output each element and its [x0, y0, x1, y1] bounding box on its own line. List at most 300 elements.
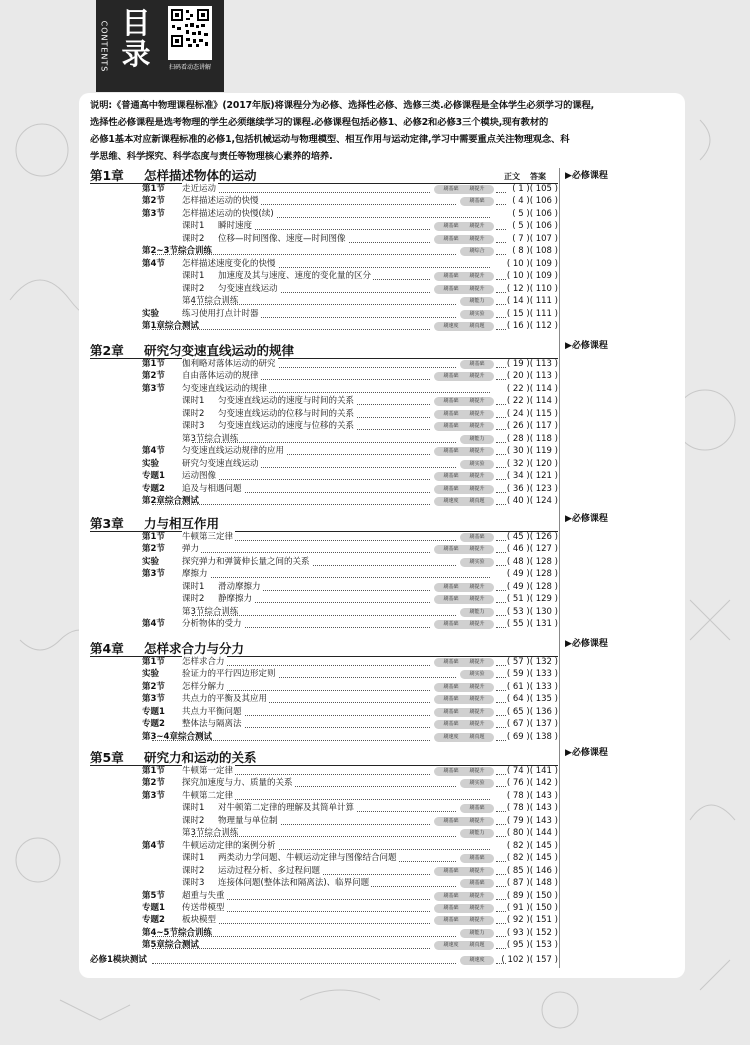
- page-da: 151: [535, 915, 552, 926]
- page-da: 120: [535, 458, 552, 469]
- practice-tag: 刷基础: [434, 892, 468, 901]
- page-zw: 22: [512, 383, 524, 394]
- page-numbers: ( 93 )( 152 ): [506, 927, 558, 938]
- entry-title: 研究匀变速直线运动: [182, 458, 259, 469]
- page-da: 109: [535, 271, 552, 282]
- entry-number: 第4节: [142, 840, 165, 851]
- entry-number: 课时1: [182, 396, 205, 407]
- page-zw: 26: [512, 421, 524, 432]
- practice-tag: 刷基础: [434, 708, 468, 717]
- page-zw: 10: [512, 271, 524, 282]
- page-zw: 92: [512, 915, 524, 926]
- entry-number: 课时2: [182, 594, 205, 605]
- page-numbers: ( 53 )( 130 ): [506, 606, 558, 617]
- practice-tag: 刷基础: [434, 695, 468, 704]
- practice-tag: 刷能力: [460, 829, 494, 838]
- entry-number: 第3节综合训练: [182, 606, 239, 617]
- practice-tag: 刷基础: [434, 397, 468, 406]
- chapter-number: 第1章: [90, 168, 124, 183]
- entry-title: 超重与失重: [182, 890, 225, 901]
- entry-title: 匀变速直线运动: [218, 283, 278, 294]
- page-numbers: ( 46 )( 127 ): [506, 544, 558, 555]
- practice-tag: 刷基础: [434, 235, 468, 244]
- toc-entry[interactable]: [90, 233, 558, 246]
- toc-entry[interactable]: [90, 581, 558, 594]
- practice-tag: 刷提升: [460, 892, 494, 901]
- practice-tag: 刷实验: [460, 310, 494, 319]
- entry-title: 牛顿运动定律的案例分析: [182, 840, 276, 851]
- page-zw: 28: [512, 433, 524, 444]
- practice-tag: 刷提升: [460, 916, 494, 925]
- page-zw: 46: [512, 544, 524, 555]
- page-zw: 69: [512, 731, 524, 742]
- toc-entry[interactable]: [90, 865, 558, 878]
- page-da: 143: [535, 790, 552, 801]
- practice-tag: 刷能力: [460, 929, 494, 938]
- toc-entry[interactable]: [90, 183, 558, 196]
- page-numbers: ( 45 )( 126 ): [506, 532, 558, 542]
- practice-tag: 刷能力: [460, 297, 494, 306]
- toc-entry[interactable]: [90, 914, 558, 927]
- entry-title: 探究弹力和弹簧伸长量之间的关系: [182, 556, 310, 567]
- page-da: 115: [535, 408, 552, 419]
- page-zw: 20: [512, 371, 524, 382]
- entry-title: 怎样分解力: [182, 681, 225, 692]
- page-numbers: ( 12 )( 110 ): [506, 283, 558, 294]
- entry-number: 第4节综合训练: [182, 296, 239, 307]
- leader-dots: [152, 963, 456, 964]
- page-zw: 89: [512, 890, 524, 901]
- toc-entry[interactable]: [90, 470, 558, 483]
- page-da: 129: [535, 594, 552, 605]
- page-title: 目录: [121, 6, 151, 71]
- toc-entry[interactable]: [90, 408, 558, 421]
- page-numbers: ( 20 )( 113 ): [506, 371, 558, 382]
- toc-entry[interactable]: [90, 270, 558, 283]
- page-numbers: ( 80 )( 144 ): [506, 828, 558, 839]
- intro-line: 说明:《普通高中物理课程标准》(2017年版)将课程分为必修、选择性必修、选修三类.必修课程是全体学生必须学习的课程,: [90, 100, 595, 111]
- entry-number: 实验: [142, 308, 160, 319]
- practice-tag: 刷基础: [434, 767, 468, 776]
- page-zw: 34: [512, 471, 524, 482]
- page-da: 121: [535, 471, 552, 482]
- page-numbers: ( 78 )( 143 ): [506, 790, 558, 801]
- toc-entry[interactable]: [90, 852, 558, 865]
- toc-entry[interactable]: [90, 927, 558, 940]
- toc-entry[interactable]: [90, 568, 558, 581]
- page-zw: 67: [512, 719, 524, 730]
- entry-number: 课时3: [182, 878, 205, 889]
- page-zw: 1: [518, 184, 524, 194]
- entry-number: 课时2: [182, 283, 205, 294]
- page-zw: 82: [512, 853, 524, 864]
- entry-title: 物理量与单位制: [218, 815, 278, 826]
- page-da: 128: [535, 569, 552, 580]
- intro-line: 选择性必修课程是选考物理的学生必须继续学习的课程.必修课程包括必修1、必修2和必修3三个模块,现有教材的: [90, 117, 549, 128]
- practice-tag: 刷基础: [434, 447, 468, 456]
- toc-entry[interactable]: [90, 718, 558, 731]
- toc-entry[interactable]: [90, 220, 558, 233]
- page-numbers: ( 85 )( 146 ): [506, 865, 558, 876]
- toc-entry[interactable]: [90, 543, 558, 556]
- page-numbers: ( 79 )( 143 ): [506, 815, 558, 826]
- entry-number: 第2节: [142, 778, 165, 789]
- page-da: 152: [535, 927, 552, 938]
- practice-tag: 刷基础: [434, 272, 468, 281]
- page-da: 106: [535, 208, 552, 219]
- entry-number: 课时1: [182, 221, 205, 232]
- practice-tag: 刷基础: [434, 222, 468, 231]
- entry-number: 课时1: [182, 803, 205, 814]
- page-numbers: ( 95 )( 153 ): [506, 940, 558, 951]
- toc-entry[interactable]: [90, 877, 558, 890]
- practice-tag: 刷真题: [460, 733, 494, 742]
- page-da: 150: [535, 902, 552, 913]
- entry-number: 第1节: [142, 359, 165, 369]
- toc-entry[interactable]: [90, 458, 558, 471]
- entry-title: 练习使用打点计时器: [182, 308, 259, 319]
- entry-number: 课时1: [182, 581, 205, 592]
- entry-title: 牛顿第三定律: [182, 532, 234, 542]
- page-numbers: ( 5 )( 106 ): [512, 221, 558, 232]
- toc-entry[interactable]: [90, 902, 558, 915]
- leader-dots: [184, 479, 430, 480]
- page-da: 105: [535, 184, 552, 194]
- page-zw: 32: [512, 458, 524, 469]
- entry-number: 课时2: [182, 865, 205, 876]
- side-label-required: ▶必修课程: [565, 639, 608, 649]
- practice-tag: 刷提升: [460, 583, 494, 592]
- entry-number: 第3节: [142, 383, 165, 394]
- page-numbers: ( 40 )( 124 ): [506, 495, 558, 506]
- practice-tag: 刷速度: [460, 956, 494, 965]
- toc-entry[interactable]: [90, 195, 558, 208]
- intro-line: 学思维、科学探究、科学态度与责任等物理核心素养的培养.: [90, 151, 333, 162]
- entry-title: 对牛顿第二定律的理解及其简单计算: [218, 803, 355, 814]
- practice-tag: 刷提升: [460, 272, 494, 281]
- entry-number: 第4~5节综合训练: [142, 927, 212, 938]
- chapter-title: 怎样描述物体的运动: [144, 168, 257, 183]
- page-numbers: ( 91 )( 150 ): [506, 902, 558, 913]
- page-numbers: ( 82 )( 145 ): [506, 853, 558, 864]
- page-da: 108: [535, 246, 552, 257]
- entry-number: 实验: [142, 669, 160, 680]
- page-da: 145: [535, 853, 552, 864]
- page-numbers: ( 48 )( 128 ): [506, 556, 558, 567]
- toc-entry[interactable]: [90, 245, 558, 258]
- practice-tag: 刷提升: [460, 285, 494, 294]
- page-numbers: ( 78 )( 143 ): [506, 803, 558, 814]
- entry-number: 第2节: [142, 681, 165, 692]
- entry-title: 瞬时速度: [218, 221, 253, 232]
- toc-entry[interactable]: [90, 606, 558, 619]
- toc-entry[interactable]: [90, 802, 558, 815]
- toc-entry[interactable]: [90, 668, 558, 681]
- practice-tag: 刷速度: [434, 497, 468, 506]
- page-da: 118: [535, 433, 552, 444]
- page-numbers: ( 4 )( 106 ): [512, 196, 558, 207]
- entry-number: 课时1: [182, 271, 205, 282]
- practice-tag: 刷基础: [460, 854, 494, 863]
- entry-number: 第1节: [142, 532, 165, 542]
- page-da: 113: [535, 359, 552, 369]
- page-numbers: ( 26 )( 117 ): [506, 421, 558, 432]
- practice-tag: 刷实验: [460, 460, 494, 469]
- entry-title: 传送带模型: [182, 902, 225, 913]
- toc-entry[interactable]: [90, 954, 558, 967]
- entry-number: 第5章综合测试: [142, 940, 199, 951]
- leader-dots: [184, 577, 490, 578]
- toc-entry[interactable]: [90, 308, 558, 321]
- entry-title: 匀变速直线运动的规律: [182, 383, 268, 394]
- chapter-title: 怎样求合力与分力: [144, 641, 245, 656]
- page-numbers: ( 87 )( 148 ): [506, 878, 558, 889]
- entry-number: 第1章综合测试: [142, 320, 199, 331]
- entry-number: 课时2: [182, 233, 205, 244]
- intro-note: [90, 97, 680, 165]
- entry-number: 专题1: [142, 471, 165, 482]
- page-da: 128: [535, 556, 552, 567]
- toc-entry[interactable]: [90, 433, 558, 446]
- page-numbers: ( 76 )( 142 ): [506, 778, 558, 789]
- toc-entry[interactable]: [90, 840, 558, 853]
- page-numbers: ( 10 )( 109 ): [506, 258, 558, 269]
- intro-line: 必修1基本对应新课程标准的必修1,包括机械运动与物理模型、相互作用与运动定律,学习中需要重点关注物理观念、科: [90, 134, 570, 145]
- page-numbers: ( 15 )( 111 ): [506, 308, 558, 319]
- toc-entry[interactable]: [90, 370, 558, 383]
- practice-tag: 刷基础: [434, 867, 468, 876]
- chapter-title: 研究匀变速直线运动的规律: [144, 343, 295, 358]
- page-da: 133: [535, 669, 552, 680]
- entry-title: 匀变速直线运动的位移与时间的关系: [218, 408, 355, 419]
- practice-tag: 刷基础: [460, 804, 494, 813]
- practice-tag: 刷提升: [460, 235, 494, 244]
- toc-entry[interactable]: [90, 777, 558, 790]
- toc-entry[interactable]: [90, 295, 558, 308]
- entry-number: 第1节: [142, 184, 165, 194]
- chapter-number: 第3章: [90, 516, 124, 531]
- page-numbers: ( 30 )( 119 ): [506, 446, 558, 457]
- toc-entry[interactable]: [90, 827, 558, 840]
- entry-title: 匀变速直线运动的速度与位移的关系: [218, 421, 355, 432]
- page-numbers: ( 67 )( 137 ): [506, 719, 558, 730]
- page-numbers: ( 22 )( 114 ): [506, 383, 558, 394]
- page-zw: 59: [512, 669, 524, 680]
- page-numbers: ( 59 )( 133 ): [506, 669, 558, 680]
- practice-tag: 刷基础: [434, 472, 468, 481]
- practice-tag: 刷速度: [434, 322, 468, 331]
- entry-title: 追及与相遇问题: [182, 483, 242, 494]
- toc-entry[interactable]: [90, 420, 558, 433]
- chapter-title: 力与相互作用: [144, 516, 220, 531]
- page-da: 144: [535, 828, 552, 839]
- entry-number: 第2节: [142, 544, 165, 555]
- toc-entry[interactable]: [90, 395, 558, 408]
- page-da: 143: [535, 803, 552, 814]
- page-zw: 19: [512, 359, 524, 369]
- entry-number: 专题2: [142, 483, 165, 494]
- toc-entry[interactable]: [90, 483, 558, 496]
- toc-entry[interactable]: [90, 656, 558, 669]
- qr-code-icon[interactable]: [168, 6, 212, 60]
- page-numbers: ( 8 )( 108 ): [512, 246, 558, 257]
- practice-tag: 刷基础: [434, 485, 468, 494]
- entry-number: 第3节: [142, 694, 165, 705]
- practice-tag: 刷基础: [434, 285, 468, 294]
- toc-entry[interactable]: [90, 790, 558, 803]
- entry-number: 第3节: [142, 208, 165, 219]
- practice-tag: 刷基础: [434, 620, 468, 629]
- toc-entry[interactable]: [90, 693, 558, 706]
- practice-tag: 刷实验: [460, 779, 494, 788]
- toc-entry[interactable]: [90, 890, 558, 903]
- page-da: 106: [535, 196, 552, 207]
- page-da: 137: [535, 719, 552, 730]
- toc-entry[interactable]: [90, 258, 558, 271]
- entry-number: 第3节: [142, 790, 165, 801]
- page-numbers: ( 7 )( 107 ): [512, 233, 558, 244]
- entry-number: 第4节: [142, 258, 165, 269]
- practice-tag: 刷速度: [434, 733, 468, 742]
- toc-entry[interactable]: [90, 531, 558, 544]
- page-da: 132: [535, 657, 552, 667]
- entry-title: 牛顿第一定律: [182, 766, 234, 776]
- side-label-required: ▶必修课程: [565, 171, 608, 181]
- toc-entry[interactable]: [90, 706, 558, 719]
- side-label-required: ▶必修课程: [565, 341, 608, 351]
- practice-tag: 刷提升: [460, 708, 494, 717]
- practice-tag: 刷基础: [434, 720, 468, 729]
- page-numbers: ( 69 )( 138 ): [506, 731, 558, 742]
- practice-tag: 刷基础: [460, 197, 494, 206]
- page-zw: 74: [512, 766, 524, 776]
- page-da: 143: [535, 815, 552, 826]
- chapter-heading: [90, 166, 558, 184]
- toc-entry[interactable]: [90, 939, 558, 952]
- contents-header: [96, 0, 224, 92]
- page-da: 142: [535, 778, 552, 789]
- toc-entry[interactable]: [90, 208, 558, 221]
- toc-entry[interactable]: [90, 445, 558, 458]
- entry-number: 专题2: [142, 915, 165, 926]
- entry-title: 滑动摩擦力: [218, 581, 261, 592]
- toc-entry[interactable]: [90, 815, 558, 828]
- page-numbers: ( 22 )( 114 ): [506, 396, 558, 407]
- practice-tag: 刷基础: [434, 583, 468, 592]
- page-da: 150: [535, 890, 552, 901]
- entry-title: 连接体问题(整体法和隔离法)、临界问题: [218, 878, 370, 889]
- page-zw: 78: [512, 803, 524, 814]
- entry-number: 第3~4章综合测试: [142, 731, 212, 742]
- page-zw: 76: [512, 778, 524, 789]
- entry-number: 第2节: [142, 196, 165, 207]
- page-da: 135: [535, 694, 552, 705]
- page-da: 148: [535, 878, 552, 889]
- entry-title: 怎样描述速度变化的快慢: [182, 258, 276, 269]
- page-numbers: ( 64 )( 135 ): [506, 694, 558, 705]
- entry-title: 板块模型: [182, 915, 217, 926]
- entry-title: 静摩擦力: [218, 594, 253, 605]
- page-zw: 65: [512, 706, 524, 717]
- entry-title: 探究加速度与力、质量的关系: [182, 778, 293, 789]
- page-da: 127: [535, 544, 552, 555]
- toc-entry[interactable]: [90, 556, 558, 569]
- page-da: 113: [535, 371, 552, 382]
- page-zw: 24: [512, 408, 524, 419]
- page-da: 146: [535, 865, 552, 876]
- entry-number: 专题1: [142, 902, 165, 913]
- column-header-zw: 正文: [504, 172, 520, 181]
- toc-entry[interactable]: [90, 731, 558, 744]
- practice-tag: 刷基础: [434, 916, 468, 925]
- page-zw: 80: [512, 828, 524, 839]
- page-zw: 87: [512, 878, 524, 889]
- entry-title: 牛顿第二定律: [182, 790, 234, 801]
- page-zw: 45: [512, 532, 524, 542]
- entry-number: 课时2: [182, 408, 205, 419]
- practice-tag: 刷基础: [434, 595, 468, 604]
- toc-entry[interactable]: [90, 383, 558, 396]
- practice-tag: 刷提升: [460, 683, 494, 692]
- page-numbers: ( 92 )( 151 ): [506, 915, 558, 926]
- page-zw: 36: [512, 483, 524, 494]
- practice-tag: 刷提升: [460, 397, 494, 406]
- toc-entry[interactable]: [90, 358, 558, 371]
- toc-entry[interactable]: [90, 593, 558, 606]
- page-zw: 57: [512, 657, 524, 667]
- page-da: 109: [535, 258, 552, 269]
- toc-entry[interactable]: [90, 283, 558, 296]
- practice-tag: 刷提升: [460, 620, 494, 629]
- page-da: 126: [535, 532, 552, 542]
- practice-tag: 刷提升: [460, 767, 494, 776]
- practice-tag: 刷基础: [434, 185, 468, 194]
- toc-entry[interactable]: [90, 495, 558, 508]
- entry-title: 验证力的平行四边形定则: [182, 669, 276, 680]
- toc-entry[interactable]: [90, 681, 558, 694]
- page-da: 131: [535, 619, 552, 630]
- entry-number: 第3节综合训练: [182, 433, 239, 444]
- chapter-number: 第2章: [90, 343, 124, 358]
- page-da: 114: [535, 383, 552, 394]
- page-numbers: ( 55 )( 131 ): [506, 619, 558, 630]
- entry-title: 匀变速直线运动的速度与时间的关系: [218, 396, 355, 407]
- practice-tag: 刷基础: [434, 410, 468, 419]
- toc-entry[interactable]: [90, 618, 558, 631]
- page-zw: 79: [512, 815, 524, 826]
- entry-title: 怎样描述运动的快慢: [182, 196, 259, 207]
- practice-tag: 刷基础: [434, 372, 468, 381]
- page-numbers: ( 32 )( 120 ): [506, 458, 558, 469]
- entry-title: 怎样描述运动的快慢(续): [182, 208, 274, 219]
- side-label-required: ▶必修课程: [565, 514, 608, 524]
- page-zw: 48: [512, 556, 524, 567]
- entry-title: 位移—时间图像、速度—时间图像: [218, 233, 346, 244]
- page-da: 138: [535, 731, 552, 742]
- page-zw: 40: [512, 495, 524, 506]
- entry-title: 整体法与隔离法: [182, 719, 242, 730]
- practice-tag: 刷基础: [434, 658, 468, 667]
- chapter-number: 第4章: [90, 641, 124, 656]
- page-da: 123: [535, 483, 552, 494]
- page-zw: 7: [518, 233, 524, 244]
- entry-title: 摩擦力: [182, 569, 208, 580]
- entry-title: 走近运动: [182, 184, 217, 194]
- practice-tag: 刷速度: [434, 941, 468, 950]
- toc-entry[interactable]: [90, 320, 558, 333]
- toc-entry[interactable]: [90, 765, 558, 778]
- page-numbers: ( 61 )( 133 ): [506, 681, 558, 692]
